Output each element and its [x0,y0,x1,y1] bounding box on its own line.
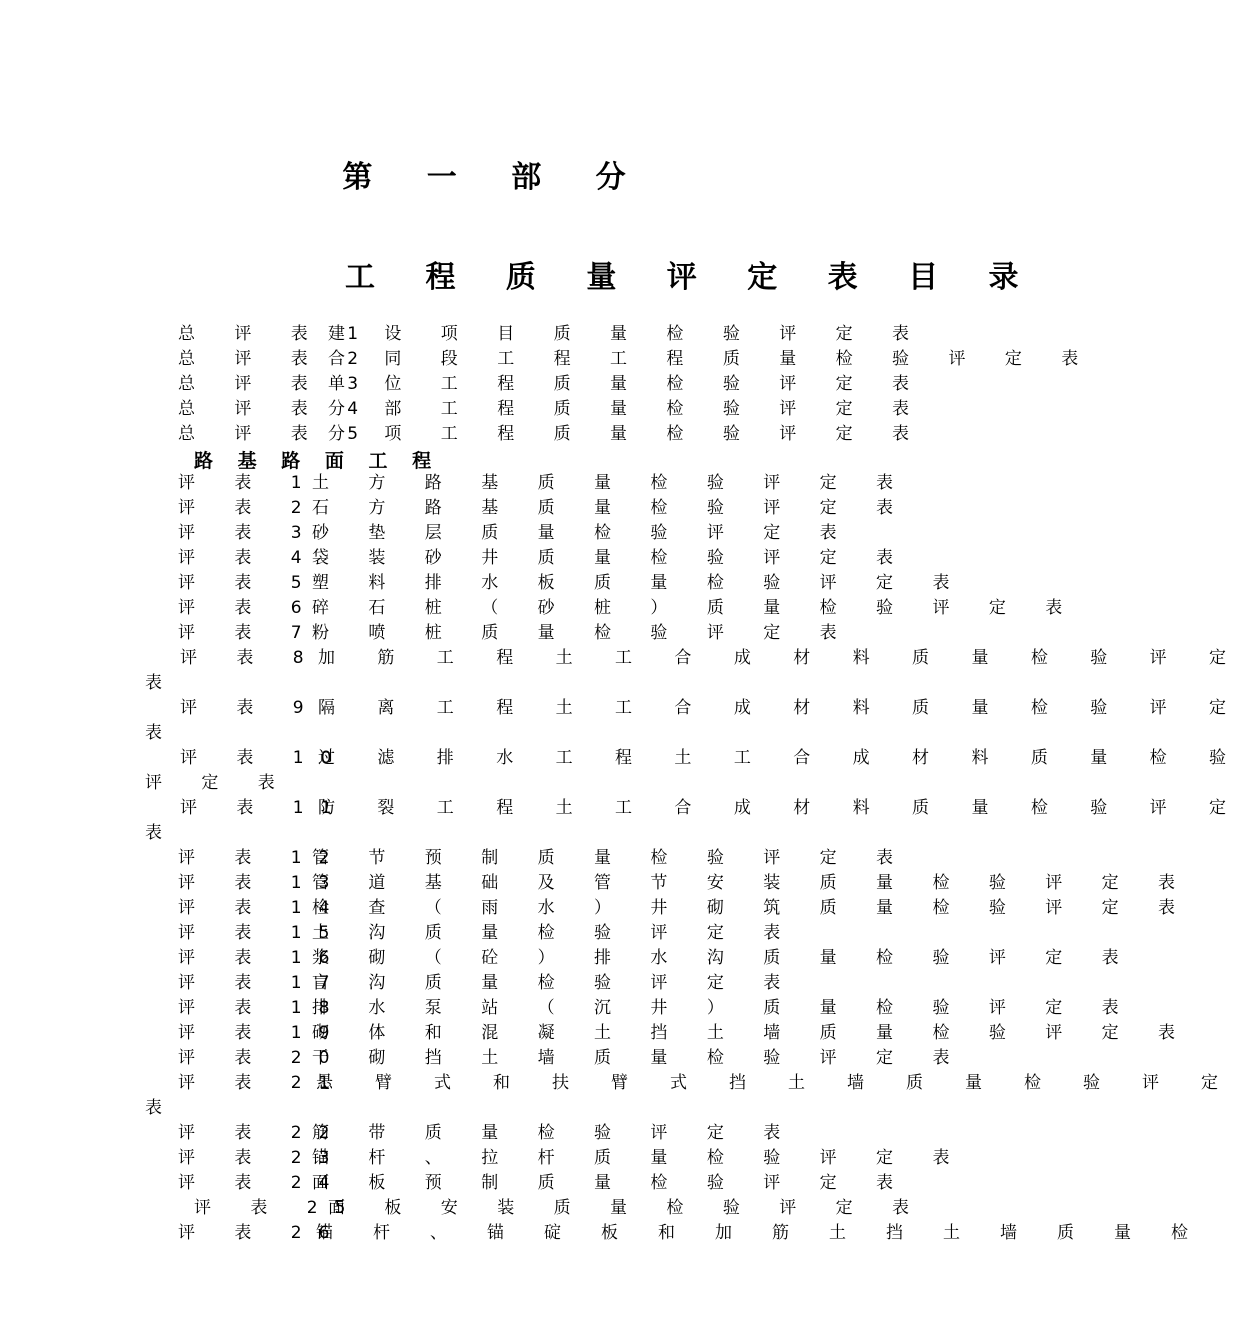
table-name: 锚 杆 、 拉 杆 质 量 检 验 评 定 表 [312,1148,967,1168]
part-title: 第 一 部 分 [342,160,648,195]
table-code: 总 评 表 3 [178,374,376,394]
table-name-continued: 表 [145,673,179,693]
table-name: 加 筋 工 程 土 工 合 成 材 料 质 量 检 验 评 定 [318,648,1245,668]
table-name: 土 沟 质 量 检 验 评 定 表 [312,923,798,943]
table-name: 碎 石 桩 （ 砂 桩 ） 质 量 检 验 评 定 表 [312,598,1080,618]
table-code: 评 表 7 [178,623,319,643]
table-name: 面 板 预 制 质 量 检 验 评 定 表 [312,1173,911,1193]
table-code: 评 表 13 [178,873,347,893]
table-name: 砌 体 和 混 凝 土 挡 土 墙 质 量 检 验 评 定 表 [312,1023,1193,1043]
table-code: 评 表 19 [178,1023,347,1043]
table-name: 土 方 路 基 质 量 检 验 评 定 表 [312,473,911,493]
table-code: 评 表 15 [178,923,347,943]
table-name: 合 同 段 工 程 工 程 质 量 检 验 评 定 表 [328,349,1096,369]
table-code: 评 表 26 [178,1223,347,1243]
table-code: 评 表 1 [178,473,319,493]
table-name-continued: 表 [145,1098,179,1118]
table-code: 评 表 21 [178,1073,347,1093]
table-code: 总 评 表 5 [178,424,376,444]
table-name: 过 滤 排 水 工 程 土 工 合 成 材 料 质 量 检 验 [318,748,1245,768]
table-name: 管 道 基 础 及 管 节 安 装 质 量 检 验 评 定 表 [312,873,1193,893]
table-code: 评 表 23 [178,1148,347,1168]
table-code: 评 表 22 [178,1123,347,1143]
table-code: 评 表 6 [178,598,319,618]
table-code: 评 表 12 [178,848,347,868]
table-name: 塑 料 排 水 板 质 量 检 验 评 定 表 [312,573,967,593]
table-name: 锚 杆 、 锚 碇 板 和 加 筋 土 挡 土 墙 质 量 检 [316,1223,1206,1243]
table-code: 评 表 11 [180,798,349,818]
table-name: 石 方 路 基 质 量 检 验 评 定 表 [312,498,911,518]
table-code: 评 表 16 [178,948,347,968]
table-code: 评 表 2 [178,498,319,518]
table-name: 建 设 项 目 质 量 检 验 评 定 表 [328,324,927,344]
table-code: 评 表 5 [178,573,319,593]
table-name-continued: 表 [145,723,179,743]
table-code: 评 表 9 [180,698,321,718]
table-name: 浆 砌 （ 砼 ） 排 水 沟 质 量 检 验 评 定 表 [312,948,1136,968]
table-code: 评 表 20 [178,1048,347,1068]
table-name-continued: 评 定 表 [145,773,292,793]
table-name: 隔 离 工 程 土 工 合 成 材 料 质 量 检 验 评 定 [318,698,1245,718]
table-name: 砂 垫 层 质 量 检 验 评 定 表 [312,523,854,543]
table-name: 筋 带 质 量 检 验 评 定 表 [312,1123,798,1143]
table-name: 分 项 工 程 质 量 检 验 评 定 表 [328,424,927,444]
table-name: 管 节 预 制 质 量 检 验 评 定 表 [312,848,911,868]
table-name: 盲 沟 质 量 检 验 评 定 表 [312,973,798,993]
table-name: 分 部 工 程 质 量 检 验 评 定 表 [328,399,927,419]
table-name: 悬 臂 式 和 扶 臂 式 挡 土 墙 质 量 检 验 评 定 [316,1073,1237,1093]
table-name: 防 裂 工 程 土 工 合 成 材 料 质 量 检 验 评 定 [318,798,1245,818]
table-name: 检 查 （ 雨 水 ） 井 砌 筑 质 量 检 验 评 定 表 [312,898,1193,918]
table-code: 评 表 14 [178,898,347,918]
table-code: 总 评 表 2 [178,349,376,369]
table-code: 评 表 17 [178,973,347,993]
table-code: 总 评 表 1 [178,324,376,344]
table-code: 评 表 4 [178,548,319,568]
section-heading: 路 基 路 面 工 程 [194,450,441,472]
table-code: 评 表 3 [178,523,319,543]
table-name: 袋 装 砂 井 质 量 检 验 评 定 表 [312,548,911,568]
catalog-title: 工 程 质 量 评 定 表 目 录 [345,260,1039,295]
table-code: 评 表 8 [180,648,321,668]
table-code: 评 表 24 [178,1173,347,1193]
table-name: 面 板 安 装 质 量 检 验 评 定 表 [328,1198,927,1218]
table-code: 总 评 表 4 [178,399,376,419]
table-name-continued: 表 [145,823,179,843]
table-name: 排 水 泵 站 （ 沉 井 ） 质 量 检 验 评 定 表 [312,998,1136,1018]
table-code: 评 表 18 [178,998,347,1018]
table-name: 干 砌 挡 土 墙 质 量 检 验 评 定 表 [312,1048,967,1068]
table-name: 单 位 工 程 质 量 检 验 评 定 表 [328,374,927,394]
table-code: 评 表 10 [180,748,349,768]
table-code: 评 表 25 [194,1198,363,1218]
table-name: 粉 喷 桩 质 量 检 验 评 定 表 [312,623,854,643]
